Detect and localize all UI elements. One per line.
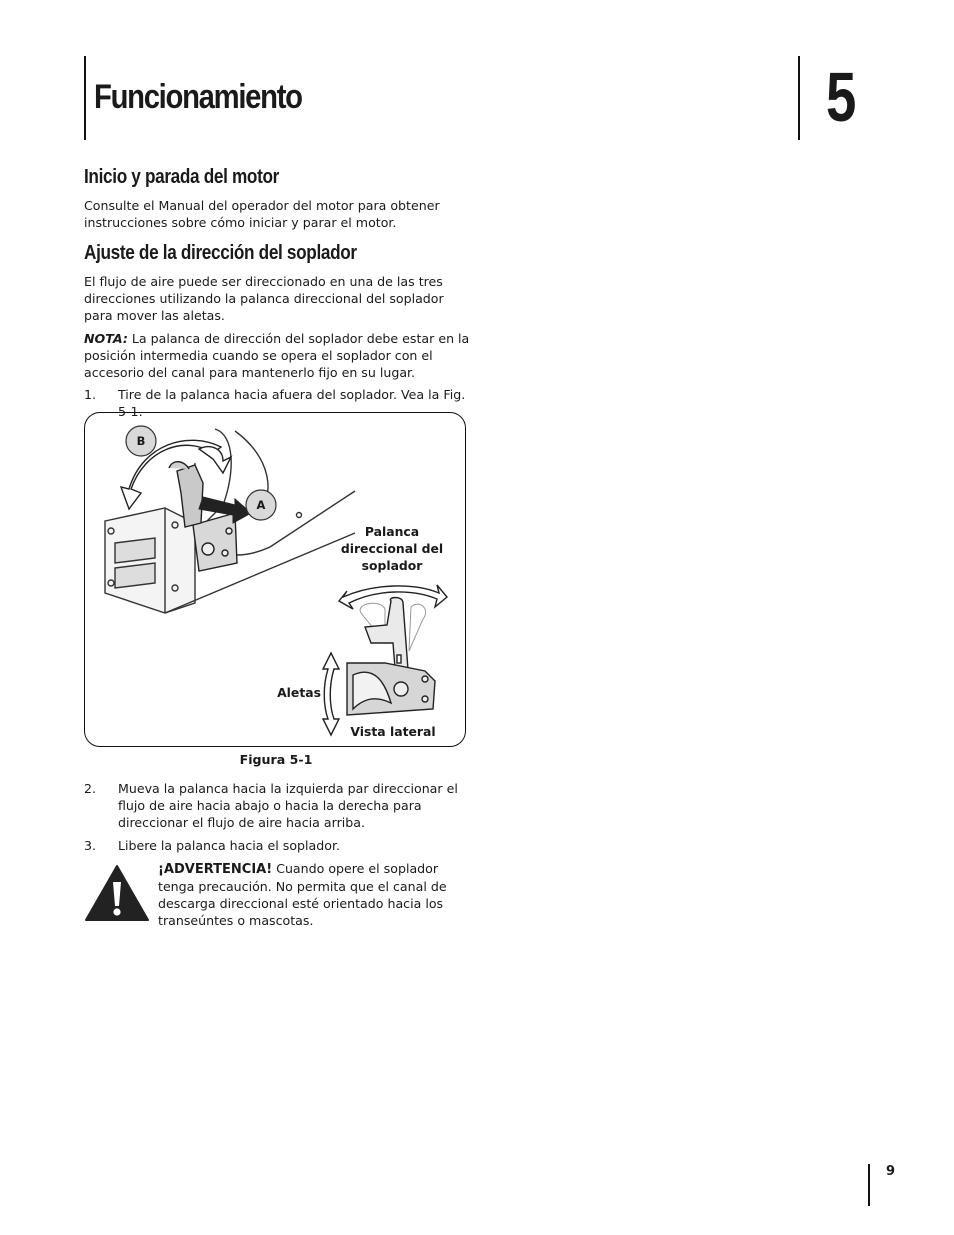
side-view-label: Vista lateral <box>350 724 436 739</box>
header-right-rule <box>798 56 800 140</box>
section-body-start-stop: Consulte el Manual del operador del motor para obtener instrucciones sobre cómo iniciar y parar el motor. <box>84 198 440 230</box>
chapter-number: 5 <box>826 58 857 136</box>
warning-label: ¡ADVERTENCIA! <box>158 862 273 877</box>
side-view-vanes <box>347 663 435 715</box>
callout-a-label: A <box>256 498 266 512</box>
page-number: 9 <box>886 1164 896 1179</box>
step-text: Libere la palanca hacia el soplador. <box>118 838 340 853</box>
step-text: Mueva la palanca hacia la izquierda par direccionar el flujo de aire hacia abajo o hacia la derecha para direccionar el flujo de aire hacia arriba. <box>118 781 458 830</box>
figure-caption: Figura 5-1 <box>239 752 313 767</box>
warning-text: Cuando opere el soplador tenga precaución. No permita que el canal de descarga direccional esté orientado hacia los transeúntes o mascotas. <box>158 861 447 928</box>
footer-rule <box>868 1164 870 1206</box>
warning-triangle-icon <box>84 864 150 922</box>
figure-5-1 <box>84 412 466 747</box>
note-text: La palanca de dirección del soplador debe estar en la posición intermedia cuando se opera el soplador con el accesorio del canal para mantenerlo fijo en su lugar. <box>84 331 470 380</box>
step-number: 1. <box>84 387 97 402</box>
step-number: 2. <box>84 781 97 796</box>
step-text: Tire de la palanca hacia afuera del soplador. Vea la Fig. 5-1. <box>118 387 466 419</box>
note-paragraph <box>84 330 474 381</box>
chapter-title: Funcionamiento <box>94 78 302 116</box>
note-label: NOTA: <box>84 331 128 346</box>
callout-b-label: B <box>136 434 146 448</box>
warning-paragraph <box>158 860 476 929</box>
vanes-label: Aletas <box>277 685 321 700</box>
lever-label: Palanca direccional del soplador <box>340 524 444 573</box>
section-heading-start-stop: Inicio y parada del motor <box>84 166 279 188</box>
vanes-double-arrow <box>323 653 339 735</box>
step-number: 3. <box>84 838 97 853</box>
header-left-rule <box>84 56 86 140</box>
section-heading-blower-direction: Ajuste de la dirección del soplador <box>84 242 357 264</box>
section-intro-blower-direction: El flujo de aire puede ser direccionado en una de las tres direcciones utilizando la palanca direccional del soplador para mover las aletas. <box>84 274 444 323</box>
